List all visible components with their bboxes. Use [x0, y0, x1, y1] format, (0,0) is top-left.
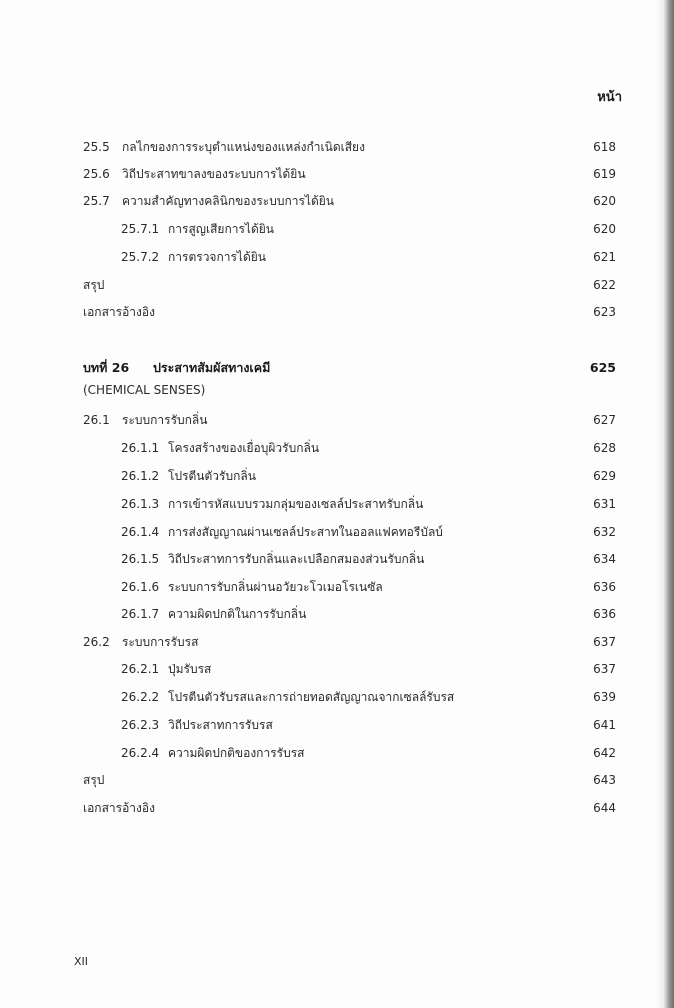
toc-entry[interactable]	[0, 410, 674, 430]
toc-entry[interactable]	[0, 577, 674, 597]
toc-entry-number: 26.2	[83, 635, 110, 649]
toc-entry-page: 631	[593, 497, 616, 511]
toc-entry-title: วิถีประสาทการรับกลิ่นและเปลือกสมองส่วนรับกลิ่น	[168, 552, 425, 566]
toc-entry-page: 637	[593, 635, 616, 649]
toc-entry[interactable]	[0, 659, 674, 679]
toc-entry-number: 26.1.7	[121, 607, 160, 621]
chapter-subtitle: (CHEMICAL SENSES)	[83, 383, 206, 397]
toc-entry-page: 620	[593, 222, 616, 236]
toc-entry-title: โปรตีนตัวรับรสและการถ่ายทอดสัญญาณจากเซลล์รับรส	[168, 690, 455, 704]
toc-entry[interactable]	[0, 770, 674, 790]
toc-entry-title: การสูญเสียการได้ยิน	[168, 222, 274, 236]
toc-entry-page: 628	[593, 441, 616, 455]
toc-entry-title: การตรวจการได้ยิน	[168, 250, 266, 264]
toc-entry[interactable]	[0, 191, 674, 211]
toc-entry-page: 629	[593, 469, 616, 483]
toc-entry-title: ระบบการรับรส	[122, 635, 199, 649]
toc-entry-number: 26.2.2	[121, 690, 160, 704]
toc-entry[interactable]	[0, 466, 674, 486]
chapter-number: บทที่ 26	[83, 360, 130, 375]
toc-entry-number: 26.2.3	[121, 718, 160, 732]
toc-entry-title: เอกสารอ้างอิง	[83, 305, 155, 319]
toc-entry-number: 26.1.6	[121, 580, 160, 594]
toc-entry[interactable]	[0, 798, 674, 818]
toc-entry-page: 622	[593, 278, 616, 292]
toc-entry-title: สรุป	[83, 773, 105, 787]
toc-entry[interactable]	[0, 438, 674, 458]
toc-entry-number: 26.1.5	[121, 552, 160, 566]
toc-entry-number: 26.1	[83, 413, 110, 427]
toc-entry-title: วิถีประสาทการรับรส	[168, 718, 273, 732]
toc-entry-number: 25.6	[83, 167, 110, 181]
chapter-heading[interactable]	[0, 358, 674, 378]
toc-entry-title: ระบบการรับกลิ่นผ่านอวัยวะโวเมอโรเนซัล	[168, 580, 383, 594]
toc-entry[interactable]	[0, 715, 674, 735]
toc-entry-page: 632	[593, 525, 616, 539]
toc-entry-title: ระบบการรับกลิ่น	[122, 413, 208, 427]
toc-entry-title: โปรตีนตัวรับกลิ่น	[168, 469, 256, 483]
toc-entry-page: 623	[593, 305, 616, 319]
toc-entry-page: 639	[593, 690, 616, 704]
toc-entry-title: ความสำคัญทางคลินิกของระบบการได้ยิน	[122, 194, 334, 208]
toc-entry-number: 26.1.3	[121, 497, 160, 511]
chapter-title: ประสาทสัมผัสทางเคมี	[153, 360, 271, 375]
toc-entry-number: 26.2.4	[121, 746, 160, 760]
toc-entry-page: 636	[593, 580, 616, 594]
toc-entry[interactable]	[0, 219, 674, 239]
toc-entry-title: สรุป	[83, 278, 105, 292]
toc-entry-title: การเข้ารหัสแบบรวมกลุ่มของเซลล์ประสาทรับกลิ่น	[168, 497, 424, 511]
toc-entry-number: 26.1.1	[121, 441, 160, 455]
chapter-page: 625	[589, 360, 616, 375]
toc-entry-number: 25.7	[83, 194, 110, 208]
toc-entry-number: 25.5	[83, 140, 110, 154]
toc-entry-number: 26.1.2	[121, 469, 160, 483]
page-column-header: หน้า	[597, 90, 622, 105]
toc-entry-title: โครงสร้างของเยื่อบุผิวรับกลิ่น	[168, 441, 320, 455]
toc-entry-page: 644	[593, 801, 616, 815]
toc-entry[interactable]	[0, 687, 674, 707]
toc-entry-number: 26.1.4	[121, 525, 160, 539]
toc-entry-title: ความผิดปกติของการรับรส	[168, 746, 305, 760]
toc-entry-page: 621	[593, 250, 616, 264]
toc-entry-page: 636	[593, 607, 616, 621]
toc-entry[interactable]	[0, 549, 674, 569]
toc-entry-title: การส่งสัญญาณผ่านเซลล์ประสาทในออลแฟคทอรีบัลบ์	[168, 525, 443, 539]
toc-entry-page: 619	[593, 167, 616, 181]
toc-entry-page: 634	[593, 552, 616, 566]
toc-entry-number: 25.7.2	[121, 250, 160, 264]
toc-entry-page: 618	[593, 140, 616, 154]
toc-entry-title: ความผิดปกติในการรับกลิ่น	[168, 607, 307, 621]
toc-entry-title: ปุ่มรับรส	[168, 662, 212, 676]
toc-entry-title: วิถีประสาทขาลงของระบบการได้ยิน	[122, 167, 306, 181]
toc-entry-page: 637	[593, 662, 616, 676]
toc-entry[interactable]	[0, 522, 674, 542]
toc-entry[interactable]	[0, 164, 674, 184]
toc-entry[interactable]	[0, 743, 674, 763]
toc-entry-number: 25.7.1	[121, 222, 160, 236]
toc-entry[interactable]	[0, 137, 674, 157]
toc-entry-page: 643	[593, 773, 616, 787]
toc-entry-title: เอกสารอ้างอิง	[83, 801, 155, 815]
toc-entry[interactable]	[0, 604, 674, 624]
toc-entry[interactable]	[0, 247, 674, 267]
toc-entry-page: 642	[593, 746, 616, 760]
toc-entry-page: 641	[593, 718, 616, 732]
toc-entry[interactable]	[0, 275, 674, 295]
toc-entry[interactable]	[0, 302, 674, 322]
toc-entry-number: 26.2.1	[121, 662, 160, 676]
toc-entry-page: 627	[593, 413, 616, 427]
page-number: XII	[74, 955, 89, 968]
toc-entry[interactable]	[0, 632, 674, 652]
toc-entry[interactable]	[0, 494, 674, 514]
toc-entry-page: 620	[593, 194, 616, 208]
toc-entry-title: กลไกของการระบุตำแหน่งของแหล่งกำเนิดเสียง	[122, 140, 365, 154]
